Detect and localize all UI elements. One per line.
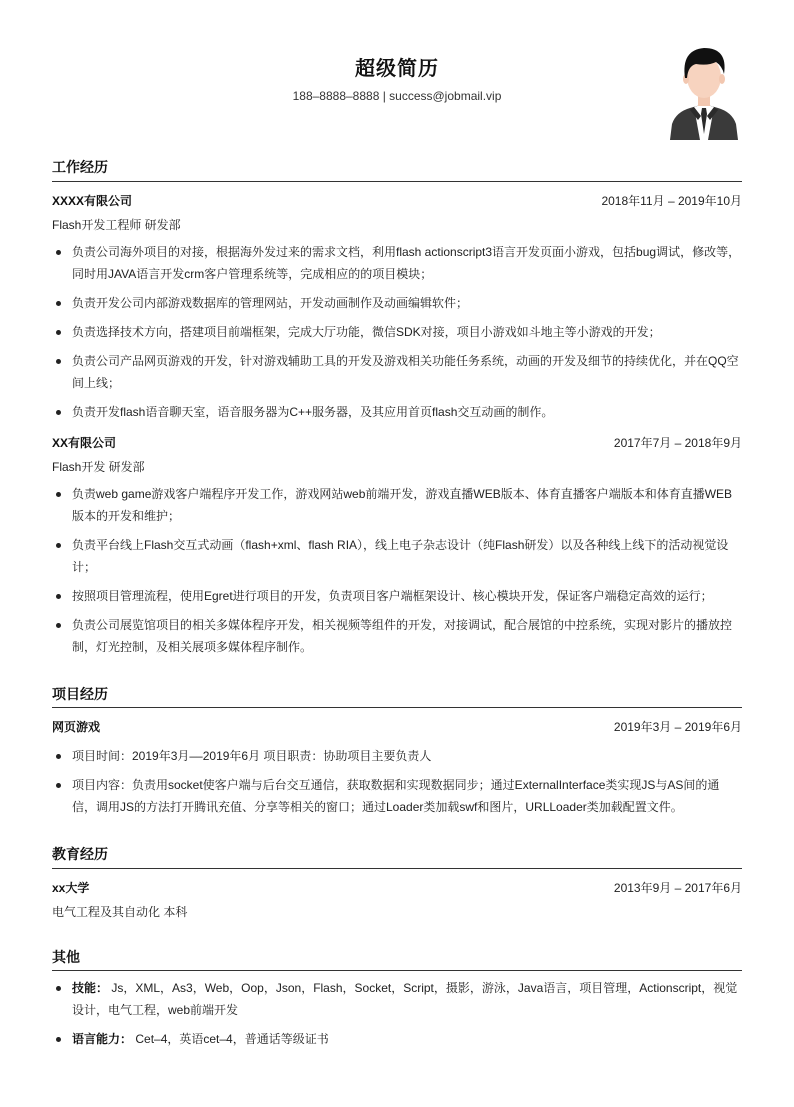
list-item: 负责选择技术方向，搭建项目前端框架，完成大厅功能，微信SDK对接，项目小游戏如斗地主等小游戏的开发； xyxy=(52,321,742,343)
section-title-education: 教育经历 xyxy=(52,846,108,862)
section-divider xyxy=(52,181,742,182)
bullet-icon xyxy=(56,410,61,415)
section-divider xyxy=(52,970,742,971)
bullet-icon xyxy=(56,359,61,364)
company-name: XX有限公司 xyxy=(52,436,117,450)
job-role: Flash开发 研发部 xyxy=(52,460,145,474)
job-role: Flash开发工程师 研发部 xyxy=(52,218,181,232)
bullet-icon xyxy=(56,986,61,991)
section-title-project: 项目经历 xyxy=(52,686,108,702)
project-dates: 2019年3月 – 2019年6月 xyxy=(613,720,742,734)
list-item: 按照项目管理流程，使用Egret进行项目的开发，负责项目客户端框架设计、核心模块开发，保证客户端稳定高效的运行； xyxy=(52,585,742,607)
resume-name: 超级简历 xyxy=(355,58,439,80)
section-title-work: 工作经历 xyxy=(52,159,108,175)
education-entry-header xyxy=(52,879,742,897)
bullet-icon xyxy=(56,1037,61,1042)
skills-text: Js，XML，As3，Web，Oop，Json，Flash，Socket，Script，摄影，游泳，Java语言，项目管理，Actionscript，视觉设计，电气工程，web前端开发 xyxy=(72,981,738,1017)
bullet-icon xyxy=(56,301,61,306)
list-item-skills xyxy=(52,977,742,1021)
school-name: xx大学 xyxy=(52,881,90,895)
contact-info: 188–8888–8888 | success@jobmail.vip xyxy=(292,89,502,103)
employment-dates: 2017年7月 – 2018年9月 xyxy=(613,436,742,450)
project-name: 网页游戏 xyxy=(52,720,101,734)
list-item: 负责公司产品网页游戏的开发，针对游戏辅助工具的开发及游戏相关功能任务系统，动画的开发及细节的持续优化，并在QQ空间上线； xyxy=(52,350,742,394)
education-dates: 2013年9月 – 2017年6月 xyxy=(613,881,742,895)
list-item-languages xyxy=(52,1028,742,1050)
employment-dates: 2018年11月 – 2019年10月 xyxy=(601,194,742,208)
section-divider xyxy=(52,868,742,869)
list-item: 负责开发公司内部游戏数据库的管理网站，开发动画制作及动画编辑软件； xyxy=(52,292,742,314)
bullet-icon xyxy=(56,623,61,628)
list-item: 负责公司海外项目的对接，根据海外发过来的需求文档，利用flash actionscript3语言开发页面小游戏，包括bug调试，修改等，同时用JAVA语言开发crm客户管理系统等，完成相应的的项目模块； xyxy=(52,241,742,285)
bullet-icon xyxy=(56,330,61,335)
company-name: XXXX有限公司 xyxy=(52,194,133,208)
list-item: 负责开发flash语音聊天室，语音服务器为C++服务器，及其应用首页flash交互动画的制作。 xyxy=(52,401,742,423)
languages-label: 语言能力： xyxy=(72,1032,133,1046)
bullet-icon xyxy=(56,783,61,788)
bullet-icon xyxy=(56,754,61,759)
list-item: 负责平台线上Flash交互式动画（flash+xml、flash RIA），线上电子杂志设计（纯Flash研发）以及各种线上线下的活动视觉设计； xyxy=(52,534,742,578)
section-divider xyxy=(52,707,742,708)
avatar xyxy=(668,44,740,140)
list-item: 项目时间：2019年3月––2019年6月 项目职责：协助项目主要负责人 xyxy=(52,745,742,767)
project-entry-header xyxy=(52,718,742,736)
work-entry-header xyxy=(52,192,742,210)
bullet-icon xyxy=(56,492,61,497)
languages-text: Cet–4，英语cet–4，普通话等级证书 xyxy=(132,1032,329,1046)
work-entry-header xyxy=(52,434,742,452)
list-item: 项目内容：负责用socket使客户端与后台交互通信，获取数据和实现数据同步；通过ExternalInterface类实现JS与AS间的通信，调用JS的方法打开腾讯充值、分享等相关的窗口；通过Loader类加载swf和图片，URLLoader类加载配置文件。 xyxy=(52,774,742,818)
list-item: 负责公司展览馆项目的相关多媒体程序开发，相关视频等组件的开发，对接调试，配合展馆的中控系统，实现对影片的播放控制，灯光控制，及相关展项多媒体程序制作。 xyxy=(52,614,742,658)
skills-label: 技能： xyxy=(72,981,109,995)
section-title-other: 其他 xyxy=(52,949,80,965)
bullet-icon xyxy=(56,594,61,599)
bullet-icon xyxy=(56,543,61,548)
list-item: 负责web game游戏客户端程序开发工作，游戏网站web前端开发，游戏直播WEB版本、体育直播客户端版本和体育直播WEB版本的开发和维护； xyxy=(52,483,742,527)
bullet-icon xyxy=(56,250,61,255)
major-degree: 电气工程及其自动化 本科 xyxy=(52,905,188,919)
